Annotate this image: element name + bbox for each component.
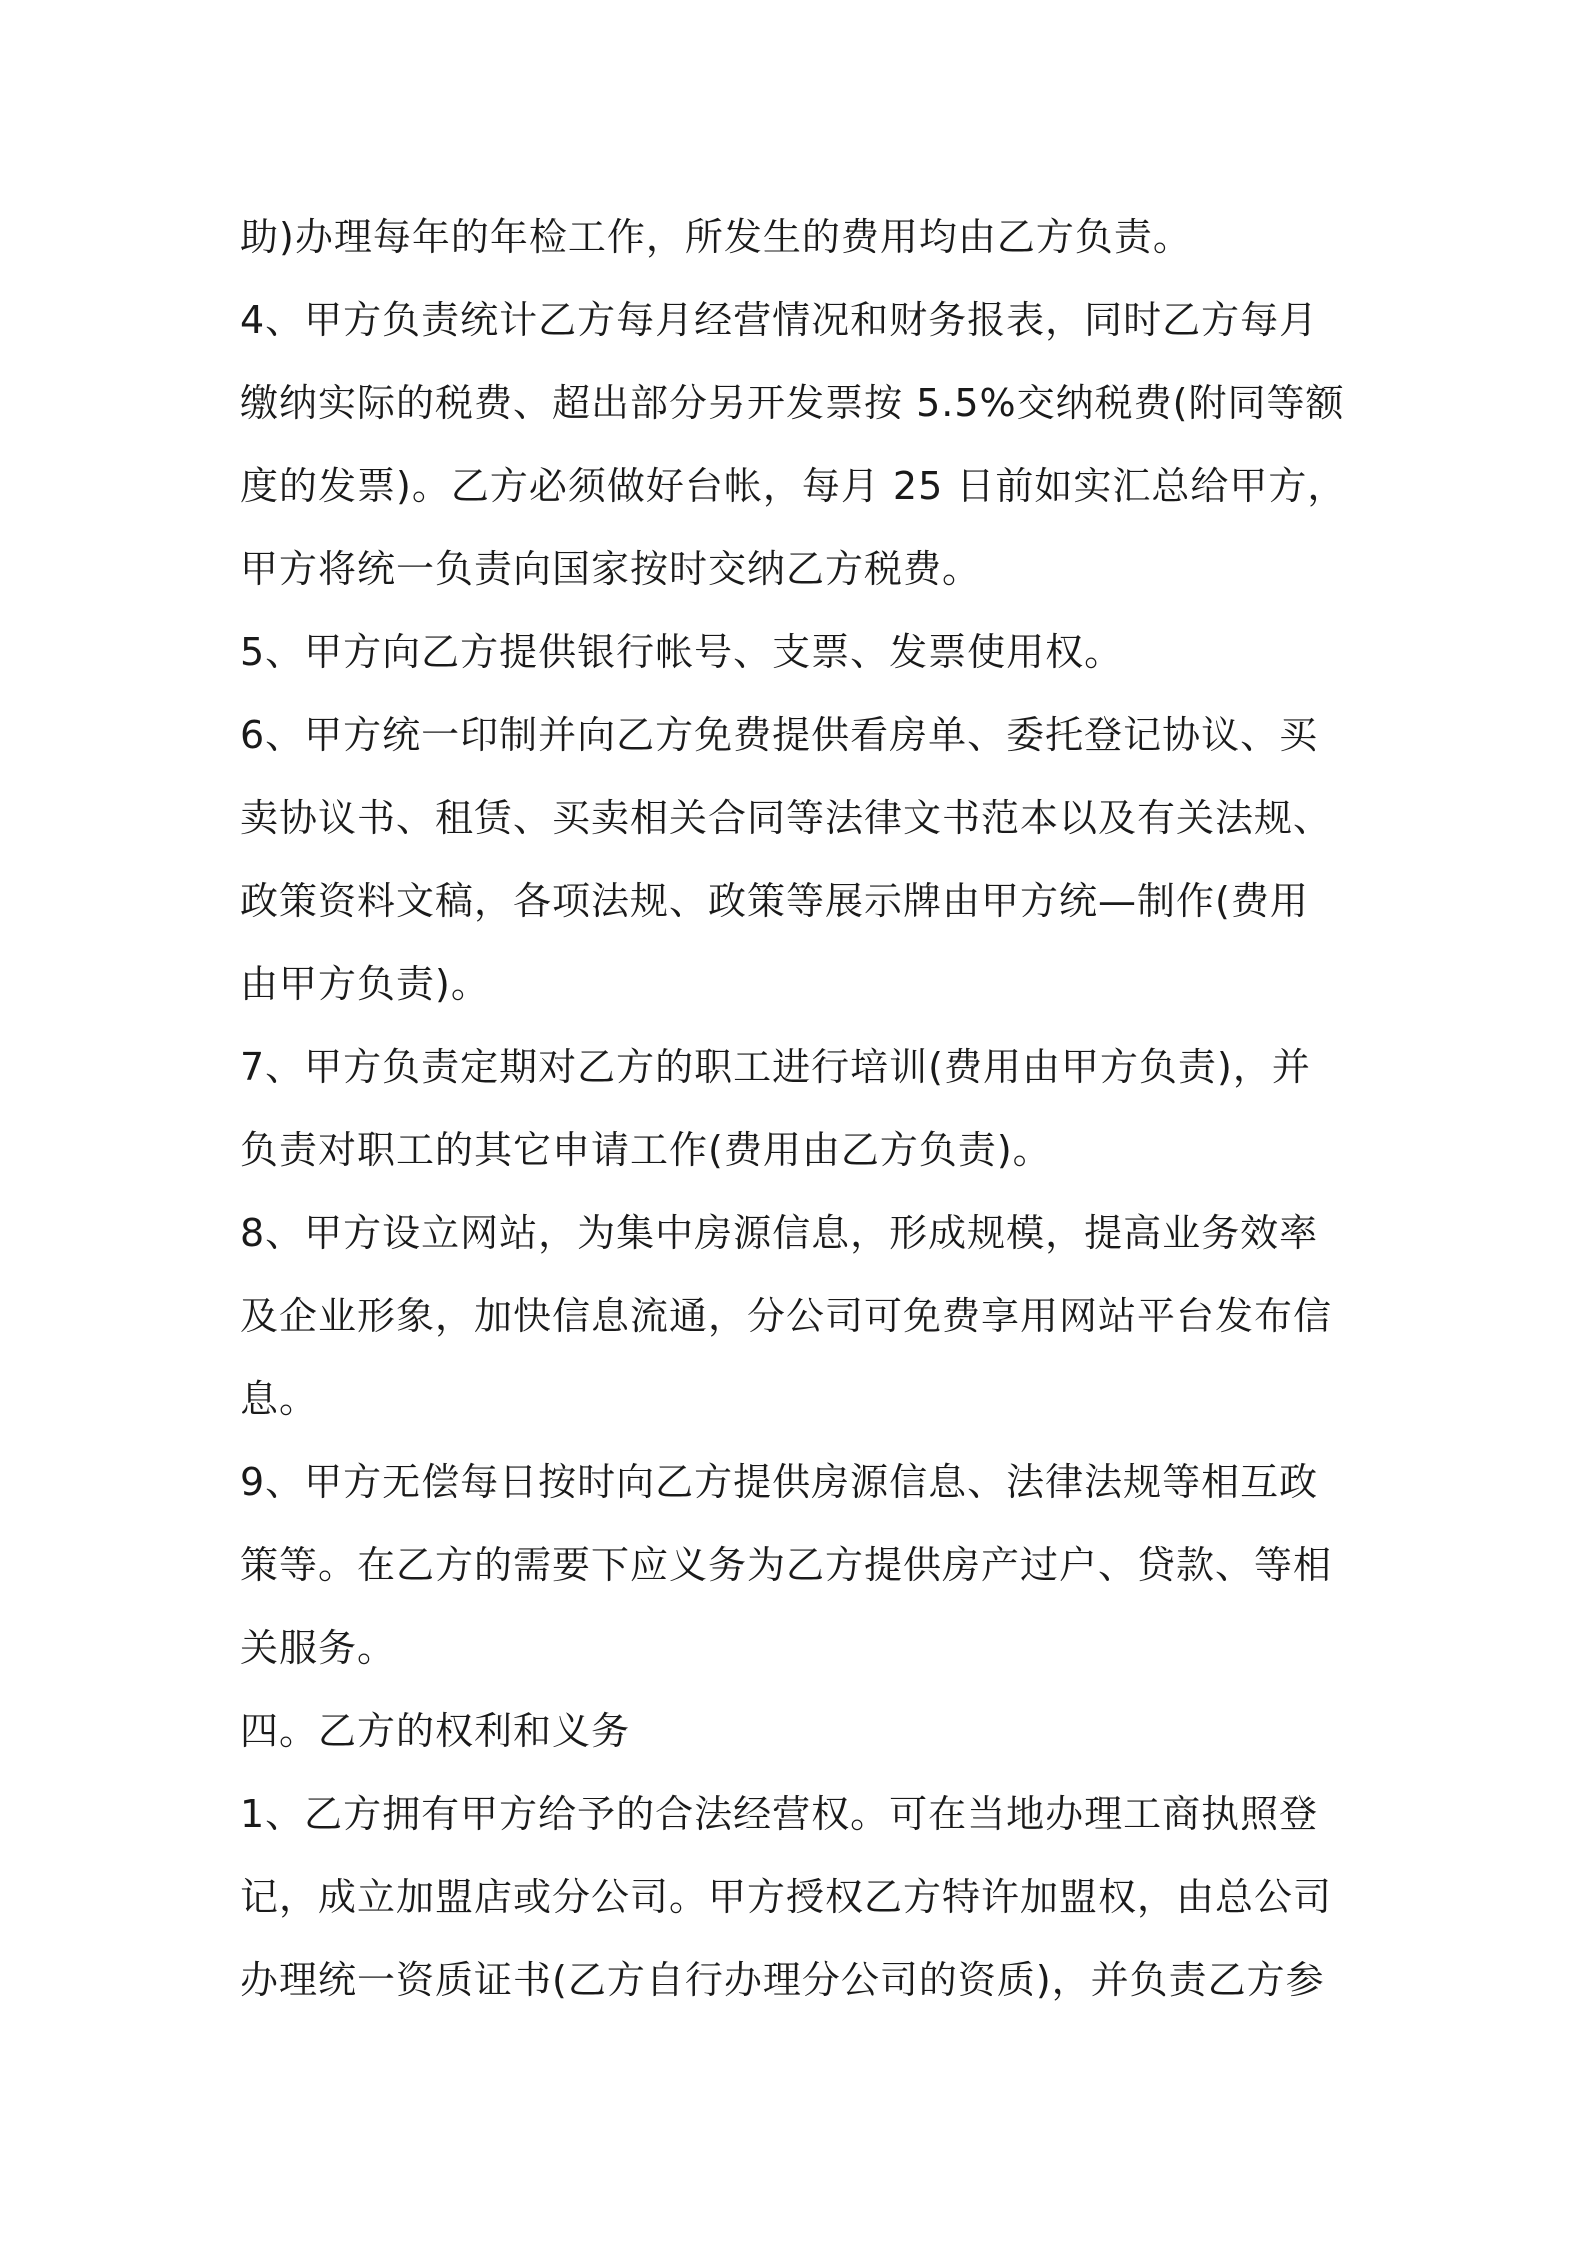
text-line: 1、乙方拥有甲方给予的合法经营权。可在当地办理工商执照登 (240, 1792, 1319, 1836)
text-line: 四。乙方的权利和义务 (240, 1709, 631, 1753)
text-line: 度的发票)。乙方必须做好台帐，每月 25 日前如实汇总给甲方， (240, 464, 1347, 508)
text-line: 及企业形象，加快信息流通，分公司可免费享用网站平台发布信 (240, 1294, 1333, 1338)
paragraph-item-9 (240, 1441, 1360, 1690)
paragraph-item-7 (240, 1026, 1360, 1192)
paragraph-item-5 (240, 611, 1360, 694)
text-line: 8、甲方设立网站，为集中房源信息，形成规模，提高业务效率 (240, 1211, 1319, 1255)
text-line: 卖协议书、租赁、买卖相关合同等法律文书范本以及有关法规、 (240, 796, 1333, 840)
document-page (240, 196, 1360, 2022)
paragraph-continuation (240, 196, 1360, 279)
paragraph-party-b-item-1 (240, 1773, 1360, 2022)
text-line: 6、甲方统一印制并向乙方免费提供看房单、委托登记协议、买 (240, 713, 1319, 757)
text-line: 缴纳实际的税费、超出部分另开发票按 5.5%交纳税费(附同等额 (240, 381, 1345, 425)
paragraph-item-6 (240, 694, 1360, 1026)
text-line: 9、甲方无偿每日按时向乙方提供房源信息、法律法规等相互政 (240, 1460, 1319, 1504)
text-line: 4、甲方负责统计乙方每月经营情况和财务报表，同时乙方每月 (240, 298, 1319, 342)
text-line: 政策资料文稿，各项法规、政策等展示牌由甲方统—制作(费用 (240, 879, 1309, 923)
paragraph-item-4 (240, 279, 1360, 611)
text-line: 甲方将统一负责向国家按时交纳乙方税费。 (240, 547, 982, 591)
text-line: 负责对职工的其它申请工作(费用由乙方负责)。 (240, 1128, 1052, 1172)
text-line: 息。 (240, 1377, 319, 1421)
text-line: 助)办理每年的年检工作，所发生的费用均由乙方负责。 (240, 215, 1192, 259)
text-line: 5、甲方向乙方提供银行帐号、支票、发票使用权。 (240, 630, 1124, 674)
paragraph-item-8 (240, 1192, 1360, 1441)
text-line: 策等。在乙方的需要下应义务为乙方提供房产过户、贷款、等相 (240, 1543, 1333, 1587)
text-line: 记，成立加盟店或分公司。甲方授权乙方特许加盟权，由总公司 (240, 1875, 1333, 1919)
text-line: 由甲方负责)。 (240, 962, 490, 1006)
section-heading-party-b-rights (240, 1690, 1360, 1773)
text-line: 关服务。 (240, 1626, 397, 1670)
text-line: 7、甲方负责定期对乙方的职工进行培训(费用由甲方负责)，并 (240, 1045, 1311, 1089)
text-line: 办理统一资质证书(乙方自行办理分公司的资质)，并负责乙方参 (240, 1958, 1325, 2002)
